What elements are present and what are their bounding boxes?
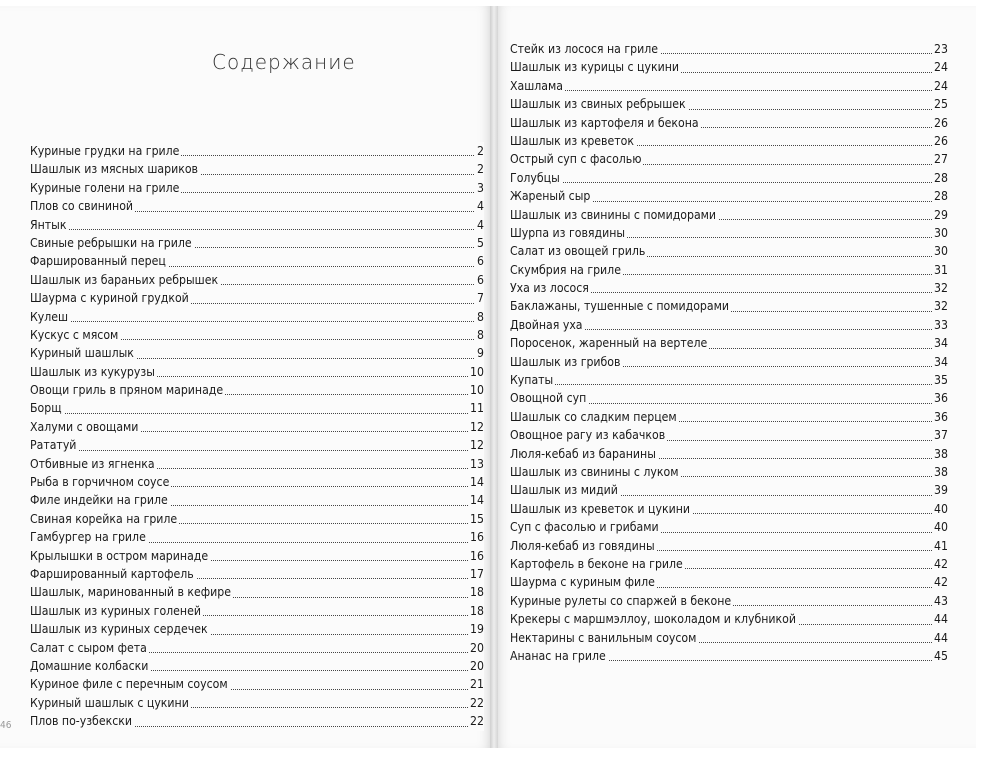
toc-entry-page: 34 [932, 353, 948, 371]
toc-entry [30, 602, 484, 620]
toc-entry [30, 657, 484, 675]
toc-entry [30, 455, 484, 473]
toc-entry-title: Куриный шашлык с цукини [30, 695, 189, 710]
toc-entry-title: Шашлык из куриных сердечек [30, 622, 208, 637]
toc-entry-page: 26 [932, 114, 948, 132]
toc-entry-page: 17 [468, 565, 484, 583]
toc-entry-page: 36 [932, 389, 948, 407]
toc-entry-page: 8 [475, 326, 484, 344]
toc-entry-page: 20 [468, 657, 484, 675]
toc-entry [510, 297, 948, 315]
toc-entry-page: 21 [468, 675, 484, 693]
toc-right-column [510, 40, 948, 665]
toc-entry-page: 34 [932, 334, 948, 352]
toc-entry-title: Крекеры с маршмэллоу, шоколадом и клубникой [510, 612, 797, 627]
toc-entry-title: Рататуй [30, 438, 77, 453]
toc-entry-title: Шашлык из креветок и цукини [510, 501, 691, 516]
toc-entry [510, 592, 948, 610]
toc-entry [30, 216, 484, 234]
toc-entry [30, 289, 484, 307]
toc-entry [30, 344, 484, 362]
toc-entry [30, 234, 484, 252]
toc-entry [30, 179, 484, 197]
toc-entry [30, 160, 484, 178]
toc-entry [510, 150, 948, 168]
toc-entry-page: 20 [468, 639, 484, 657]
toc-entry-title: Шашлык из мясных шариков [30, 162, 199, 177]
toc-entry-title: Баклажаны, тушенные с помидорами [510, 299, 730, 314]
toc-entry-title: Шашлык из свинины с помидорами [510, 207, 717, 222]
toc-entry-page: 40 [932, 500, 948, 518]
toc-entry [30, 142, 484, 160]
toc-entry [30, 491, 484, 509]
contents-title: Содержание [212, 50, 356, 74]
toc-entry-title: Шашлык из куриных голеней [30, 603, 201, 618]
toc-entry-page: 19 [468, 620, 484, 638]
toc-entry-page: 16 [468, 528, 484, 546]
toc-entry [30, 528, 484, 546]
toc-entry-title: Салат с сыром фета [30, 640, 147, 655]
toc-entry-title: Свиные ребрышки на гриле [30, 235, 192, 250]
toc-entry [510, 463, 948, 481]
toc-entry-title: Борщ [30, 401, 62, 416]
toc-entry-title: Гамбургер на гриле [30, 530, 146, 545]
toc-entry-page: 2 [475, 142, 484, 160]
toc-entry-page: 37 [932, 426, 948, 444]
toc-entry-title: Картофель в беконе на гриле [510, 556, 683, 571]
toc-entry-page: 33 [932, 316, 948, 334]
toc-entry [510, 426, 948, 444]
toc-entry-title: Плов по-узбекски [30, 714, 132, 729]
toc-entry-page: 36 [932, 408, 948, 426]
toc-entry-title: Салат из овощей гриль [510, 244, 646, 259]
toc-entry-title: Шашлык из бараньих ребрышек [30, 272, 219, 287]
toc-entry-page: 35 [932, 371, 948, 389]
toc-entry [510, 445, 948, 463]
toc-entry [510, 316, 948, 334]
toc-entry-page: 23 [932, 40, 948, 58]
toc-entry-page: 26 [932, 132, 948, 150]
toc-entry-page: 8 [475, 308, 484, 326]
toc-entry [510, 481, 948, 499]
toc-entry-title: Шаурма с куриным филе [510, 575, 655, 590]
toc-entry-page: 43 [932, 592, 948, 610]
toc-entry [30, 694, 484, 712]
toc-entry [510, 629, 948, 647]
toc-entry-page: 32 [932, 279, 948, 297]
toc-entry-page: 22 [468, 712, 484, 730]
toc-entry-page: 42 [932, 555, 948, 573]
toc-entry [30, 620, 484, 638]
toc-entry [30, 308, 484, 326]
toc-entry [510, 58, 948, 76]
toc-entry-title: Куриные рулеты со спаржей в беконе [510, 593, 732, 608]
toc-entry [30, 473, 484, 491]
toc-entry [30, 565, 484, 583]
toc-entry-title: Шашлык из кукурузы [30, 364, 155, 379]
left-page-number: 46 [0, 720, 12, 731]
toc-entry [30, 381, 484, 399]
toc-entry-page: 3 [475, 179, 484, 197]
toc-entry [30, 583, 484, 601]
toc-entry-page: 5 [475, 234, 484, 252]
toc-entry [510, 371, 948, 389]
toc-entry [510, 353, 948, 371]
toc-entry-title: Поросенок, жаренный на вертеле [510, 336, 708, 351]
toc-entry-title: Свиная корейка на гриле [30, 511, 178, 526]
toc-entry-title: Купаты [510, 373, 554, 388]
toc-entry [510, 647, 948, 665]
toc-entry-title: Куриное филе с перечным соусом [30, 677, 228, 692]
toc-entry-page: 27 [932, 150, 948, 168]
toc-entry-page: 11 [468, 399, 484, 417]
toc-entry-title: Хашлама [510, 78, 563, 93]
toc-entry [510, 408, 948, 426]
toc-entry-page: 9 [475, 344, 484, 362]
toc-entry [510, 206, 948, 224]
toc-entry-page: 6 [475, 271, 484, 289]
toc-entry-title: Шашлык со сладким перцем [510, 409, 677, 424]
toc-entry-page: 6 [475, 252, 484, 270]
toc-entry-page: 29 [932, 206, 948, 224]
toc-entry-page: 30 [932, 224, 948, 242]
toc-entry-title: Фаршированный картофель [30, 566, 194, 581]
toc-entry-page: 22 [468, 694, 484, 712]
toc-entry-page: 24 [932, 58, 948, 76]
toc-entry-title: Куриный шашлык [30, 346, 134, 361]
toc-entry-page: 41 [932, 537, 948, 555]
toc-entry-page: 12 [468, 436, 484, 454]
toc-entry-title: Двойная уха [510, 317, 583, 332]
toc-entry-title: Крылышки в остром маринаде [30, 548, 209, 563]
toc-entry [510, 261, 948, 279]
toc-entry-title: Шашлык из курицы с цукини [510, 60, 679, 75]
toc-entry [30, 326, 484, 344]
toc-entry-page: 28 [932, 187, 948, 205]
toc-entry-page: 42 [932, 573, 948, 591]
toc-entry-title: Нектарины с ванильным соусом [510, 630, 697, 645]
toc-entry [30, 363, 484, 381]
toc-entry-title: Филе индейки на гриле [30, 493, 168, 508]
toc-entry-page: 45 [932, 647, 948, 665]
toc-entry [510, 279, 948, 297]
toc-entry-page: 15 [468, 510, 484, 528]
toc-entry [510, 114, 948, 132]
toc-entry-title: Домашние колбаски [30, 658, 149, 673]
toc-entry-title: Стейк из лосося на гриле [510, 42, 658, 56]
toc-entry-page: 38 [932, 463, 948, 481]
toc-entry-title: Уха из лосося [510, 281, 589, 296]
toc-entry [30, 675, 484, 693]
toc-entry-title: Шашлык, маринованный в кефире [30, 585, 231, 600]
toc-entry-title: Шашлык из грибов [510, 354, 621, 369]
toc-entry-title: Овощи гриль в пряном маринаде [30, 383, 224, 398]
toc-entry [510, 389, 948, 407]
toc-entry [30, 197, 484, 215]
toc-entry-title: Рыба в горчичном соусе [30, 475, 170, 490]
toc-entry [510, 132, 948, 150]
toc-entry [30, 510, 484, 528]
toc-entry-title: Шашлык из картофеля и бекона [510, 115, 699, 130]
toc-entry-title: Шурпа из говядины [510, 225, 626, 240]
toc-entry [510, 334, 948, 352]
toc-entry [510, 573, 948, 591]
toc-entry-page: 40 [932, 518, 948, 536]
toc-entry-title: Фаршированный перец [30, 254, 166, 269]
toc-entry [30, 399, 484, 417]
toc-entry-title: Плов со свининой [30, 199, 134, 214]
toc-entry-page: 44 [932, 610, 948, 628]
toc-entry-page: 31 [932, 261, 948, 279]
toc-entry-title: Шашлык из свиных ребрышек [510, 97, 686, 112]
toc-entry-page: 18 [468, 583, 484, 601]
toc-entry [30, 271, 484, 289]
toc-entry-page: 10 [468, 363, 484, 381]
toc-entry-page: 24 [932, 77, 948, 95]
toc-entry-page: 12 [468, 418, 484, 436]
toc-entry [510, 555, 948, 573]
toc-entry [510, 40, 948, 58]
toc-entry-title: Острый суп с фасолью [510, 152, 642, 167]
toc-entry-title: Люля-кебаб из баранины [510, 446, 656, 461]
toc-entry [30, 436, 484, 454]
toc-entry-title: Шашлык из свинины с луком [510, 464, 679, 479]
toc-entry-page: 32 [932, 297, 948, 315]
toc-entry-title: Скумбрия на гриле [510, 262, 621, 277]
toc-entry-title: Халуми с овощами [30, 419, 139, 434]
toc-entry-title: Куриные голени на гриле [30, 180, 180, 195]
toc-entry [30, 252, 484, 270]
toc-entry-page: 18 [468, 602, 484, 620]
toc-left-column [30, 142, 484, 731]
toc-entry [510, 242, 948, 260]
toc-entry [510, 224, 948, 242]
toc-entry-title: Люля-кебаб из говядины [510, 538, 655, 553]
toc-entry-page: 25 [932, 95, 948, 113]
toc-entry-title: Янтык [30, 217, 67, 232]
toc-entry-page: 14 [468, 491, 484, 509]
toc-entry-page: 4 [475, 197, 484, 215]
toc-entry-title: Ананас на гриле [510, 648, 606, 663]
toc-entry [30, 712, 484, 730]
toc-entry-page: 7 [475, 289, 484, 307]
toc-entry-page: 28 [932, 169, 948, 187]
toc-entry-title: Шаурма с куриной грудкой [30, 291, 189, 306]
toc-entry-title: Шашлык из мидий [510, 483, 618, 498]
toc-entry [30, 418, 484, 436]
toc-entry-title: Голубцы [510, 170, 560, 185]
toc-entry-title: Овощной суп [510, 391, 587, 406]
toc-entry [510, 500, 948, 518]
toc-entry [510, 77, 948, 95]
toc-entry-page: 44 [932, 629, 948, 647]
toc-entry [510, 537, 948, 555]
toc-entry-title: Куриные грудки на гриле [30, 144, 180, 158]
toc-entry-title: Отбивные из ягненка [30, 456, 155, 471]
toc-entry-page: 14 [468, 473, 484, 491]
toc-entry [510, 169, 948, 187]
toc-entry-page: 16 [468, 547, 484, 565]
toc-entry-title: Суп с фасолью и грибами [510, 520, 659, 535]
toc-entry-title: Кулеш [30, 309, 69, 324]
toc-entry-title: Шашлык из креветок [510, 133, 634, 148]
toc-entry [30, 547, 484, 565]
toc-entry-title: Кускус с мясом [30, 327, 119, 342]
toc-entry-page: 30 [932, 242, 948, 260]
toc-entry [510, 518, 948, 536]
toc-entry-page: 38 [932, 445, 948, 463]
toc-entry-page: 2 [475, 160, 484, 178]
toc-entry-page: 10 [468, 381, 484, 399]
toc-entry-page: 13 [468, 455, 484, 473]
book-spine [490, 6, 498, 748]
toc-entry [30, 639, 484, 657]
toc-entry [510, 610, 948, 628]
toc-entry-title: Жареный сыр [510, 189, 591, 204]
toc-entry-page: 4 [475, 216, 484, 234]
toc-entry-page: 39 [932, 481, 948, 499]
toc-entry [510, 187, 948, 205]
toc-entry-title: Овощное рагу из кабачков [510, 428, 666, 443]
toc-entry [510, 95, 948, 113]
